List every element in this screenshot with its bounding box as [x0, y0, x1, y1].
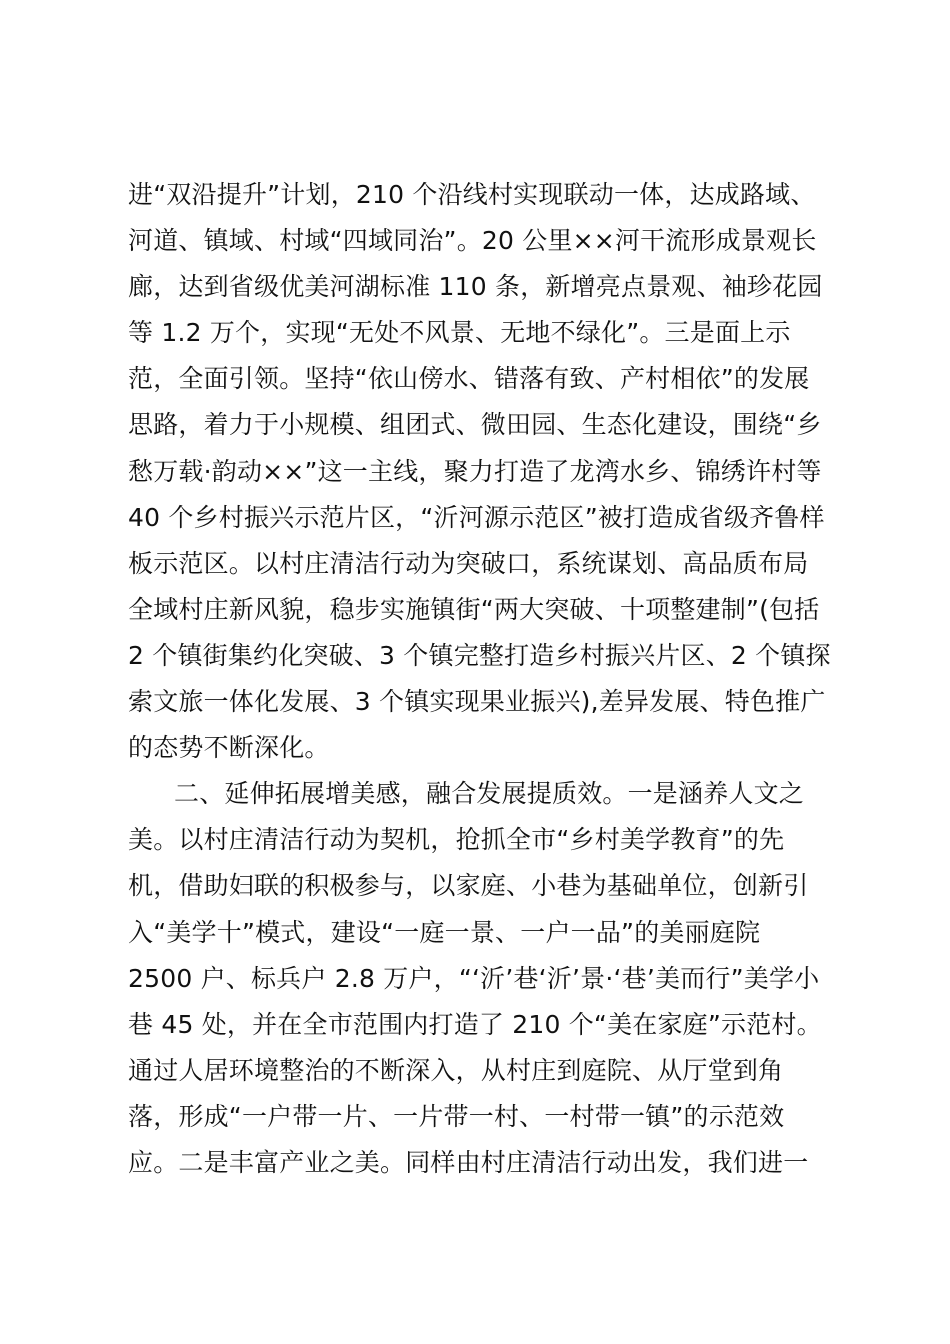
text-line: 2500 户、标兵户 2.8 万户，“‘沂’巷‘沂’景·‘巷’美而行”美学小	[128, 963, 820, 993]
text-line: 巷 45 处，并在全市范围内打造了 210 个“美在家庭”示范村。	[128, 1009, 822, 1039]
text-line: 美。以村庄清洁行动为契机，抢抓全市“乡村美学教育”的先	[128, 825, 785, 855]
text-line: 2 个镇街集约化突破、3 个镇完整打造乡村振兴片区、2 个镇探	[128, 640, 831, 670]
text-line: 廊，达到省级优美河湖标准 110 条，新增亮点景观、袖珍花园	[128, 272, 823, 302]
text-line: 思路，着力于小规模、组团式、微田园、生态化建设，围绕“乡	[128, 410, 822, 440]
text-line: 的态势不断深化。	[128, 733, 330, 763]
text-line: 范，全面引领。坚持“依山傍水、错落有致、产村相依”的发展	[128, 364, 810, 394]
body-text	[128, 172, 832, 1186]
text-line: 等 1.2 万个，实现“无处不风景、无地不绿化”。三是面上示	[128, 318, 791, 348]
text-line: 进“双沿提升”计划，210 个沿线村实现联动一体，达成路域、	[128, 180, 816, 209]
text-line: 机，借助妇联的积极参与，以家庭、小巷为基础单位，创新引	[128, 871, 809, 901]
text-line: 愁万载·韵动××”这一主线，聚力打造了龙湾水乡、锦绣许村等	[128, 456, 822, 486]
text-line: 河道、镇域、村域“四域同治”。20 公里××河干流形成景观长	[128, 226, 817, 256]
text-line: 全域村庄新风貌，稳步实施镇街“两大突破、十项整建制”(包括	[128, 594, 820, 624]
text-line: 通过人居环境整治的不断深入，从村庄到庭院、从厅堂到角	[128, 1055, 784, 1085]
section-heading-line: 二、延伸拓展增美感，融合发展提质效。一是涵养人文之	[174, 779, 805, 809]
text-line: 落，形成“一户带一片、一片带一村、一村带一镇”的示范效	[128, 1101, 785, 1131]
text-line: 应。二是丰富产业之美。同样由村庄清洁行动出发，我们进一	[128, 1147, 809, 1177]
text-line: 入“美学十”模式，建设“一庭一景、一户一品”的美丽庭院	[128, 917, 761, 947]
text-line: 40 个乡村振兴示范片区，“沂河源示范区”被打造成省级齐鲁样	[128, 502, 825, 532]
text-line: 索文旅一体化发展、3 个镇实现果业振兴),差异发展、特色推广	[128, 687, 826, 717]
text-line: 板示范区。以村庄清洁行动为突破口，系统谋划、高品质布局	[128, 548, 809, 578]
